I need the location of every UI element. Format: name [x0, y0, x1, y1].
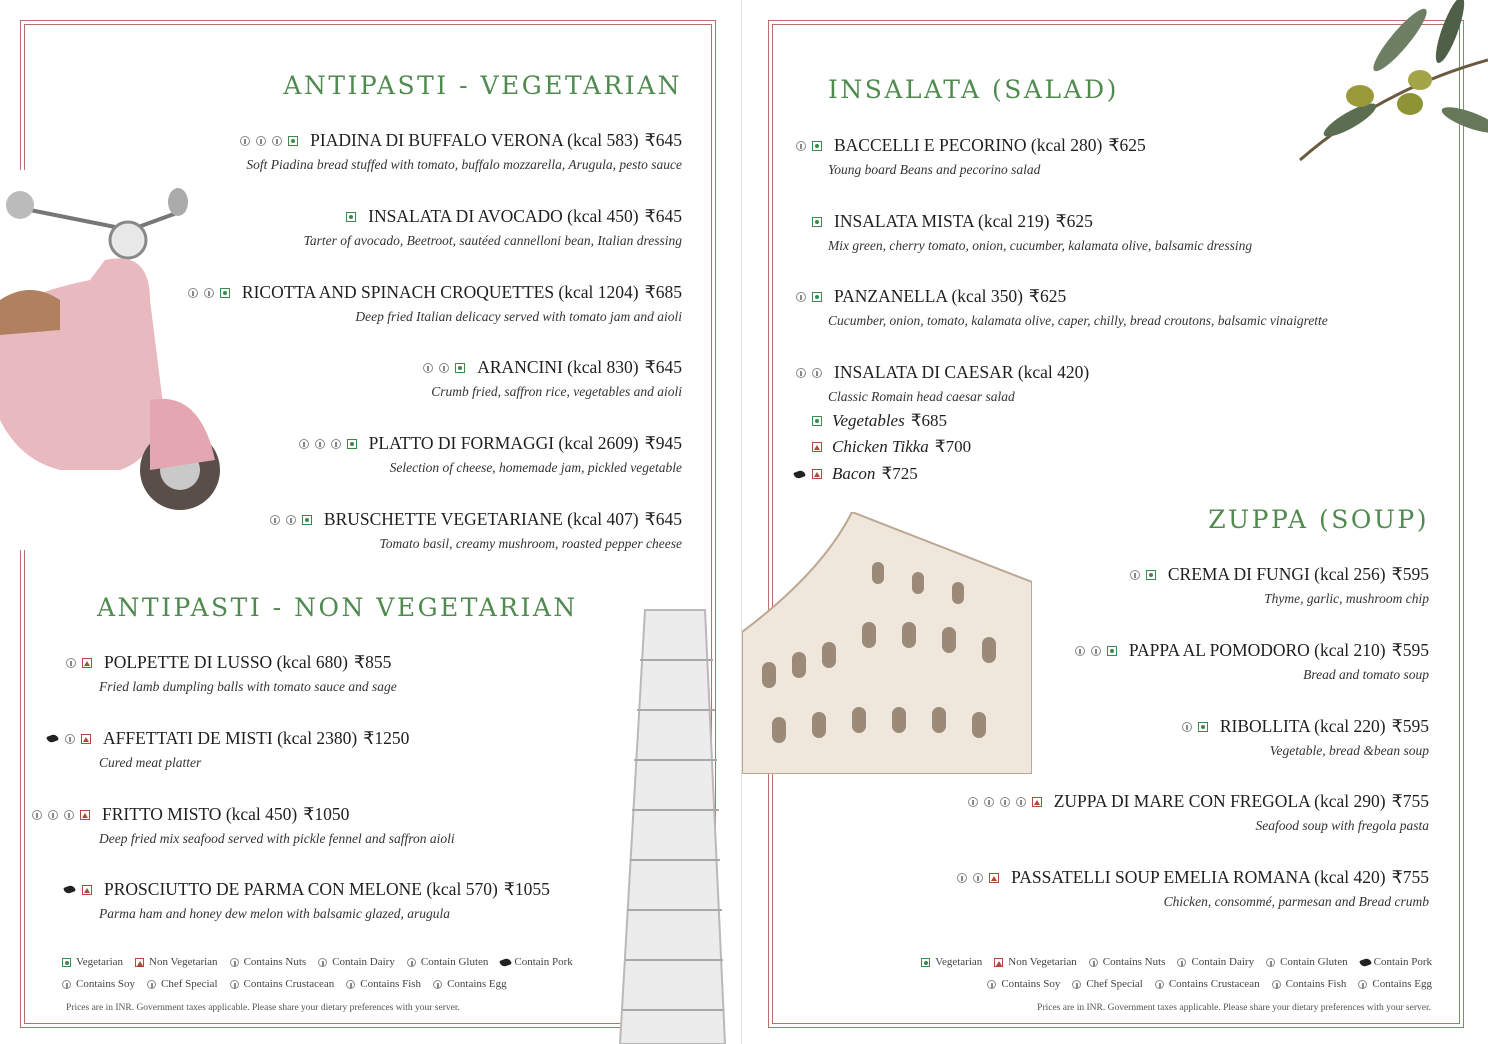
veg-icon: [62, 958, 71, 967]
dairy-icon: [423, 363, 433, 373]
item-description: Crumb fried, saffron rice, vegetables and aioli: [431, 384, 682, 399]
menu-item[interactable]: [240, 130, 682, 173]
item-name: ARANCINI (kcal 830): [477, 357, 639, 377]
fish-icon: [968, 797, 978, 807]
legend-label: Contains Fish: [360, 978, 422, 990]
soy-icon: [987, 980, 996, 989]
nuts-icon: [230, 958, 239, 967]
item-description: Tarter of avocado, Beetroot, sautéed cannelloni bean, Italian dressing: [303, 233, 682, 248]
menu-item[interactable]: [32, 804, 455, 847]
chef-special-icon: [147, 980, 156, 989]
item-name: INSALATA DI AVOCADO (kcal 450): [368, 206, 639, 226]
legend-label: Contains Soy: [1001, 978, 1061, 990]
nonveg-icon: [989, 873, 999, 883]
olive-branch-illustration: [1290, 0, 1488, 165]
price-footnote: Prices are in INR. Government taxes applicable. Please share your dietary preferences with your server.: [1037, 1003, 1431, 1013]
section-title-insalata: INSALATA (SALAD): [828, 75, 1119, 104]
nuts-icon: [1089, 958, 1098, 967]
item-description: Mix green, cherry tomato, onion, cucumber, kalamata olive, balsamic dressing: [828, 238, 1253, 253]
veg-icon: [812, 416, 822, 426]
item-price: ₹625: [1055, 211, 1093, 231]
legend-label: Contain Dairy: [1191, 956, 1255, 968]
item-price: ₹595: [1391, 716, 1429, 736]
scooter-illustration: [0, 170, 250, 550]
option-label: Bacon: [832, 464, 876, 483]
dairy-icon: [796, 368, 806, 378]
dairy-icon: [1182, 722, 1192, 732]
section-title-antipasti-veg: ANTIPASTI - VEGETARIAN: [283, 71, 682, 100]
caesar-option[interactable]: [812, 411, 947, 431]
dairy-icon: [188, 288, 198, 298]
gluten-icon: [796, 292, 806, 302]
nonveg-icon: [812, 469, 822, 479]
menu-item[interactable]: [957, 867, 1429, 910]
item-price: ₹625: [1028, 286, 1067, 306]
nonveg-icon: [81, 734, 91, 744]
veg-icon: [812, 292, 822, 302]
item-description: Thyme, garlic, mushroom chip: [1264, 591, 1429, 606]
section-title-antipasti-nonveg: ANTIPASTI - NON VEGETARIAN: [97, 593, 578, 622]
gluten-icon: [1075, 646, 1085, 656]
item-name: BACCELLI E PECORINO (kcal 280): [834, 135, 1103, 155]
egg-icon: [433, 980, 442, 989]
gluten-icon: [973, 873, 983, 883]
item-name: RICOTTA AND SPINACH CROQUETTES (kcal 1204): [241, 282, 639, 302]
legend-label: Contain Dairy: [332, 956, 395, 968]
item-description: Young board Beans and pecorino salad: [828, 162, 1041, 177]
crustacean-icon: [984, 797, 994, 807]
menu-item[interactable]: [47, 728, 409, 771]
chef-special-icon: [1072, 980, 1081, 989]
nuts-icon: [65, 734, 75, 744]
item-description: Seafood soup with fregola pasta: [1255, 818, 1429, 833]
legend-label: Contains Soy: [76, 978, 135, 990]
legend-label: Vegetarian: [76, 956, 124, 968]
dairy-icon: [1130, 570, 1140, 580]
pork-icon: [64, 885, 76, 894]
veg-icon: [1107, 646, 1117, 656]
legend-label: Contains Nuts: [1102, 956, 1166, 968]
pork-icon: [500, 958, 509, 967]
veg-icon: [220, 288, 230, 298]
pork-icon: [47, 734, 59, 743]
dairy-icon: [796, 141, 806, 151]
item-description: Classic Romain head caesar salad: [828, 389, 1015, 404]
crustacean-icon: [230, 980, 239, 989]
gluten-icon: [407, 958, 416, 967]
item-price: ₹595: [1391, 564, 1429, 584]
soy-icon: [62, 980, 71, 989]
dairy-icon: [270, 515, 280, 525]
item-price: ₹755: [1391, 791, 1429, 811]
dairy-icon: [957, 873, 967, 883]
caesar-option[interactable]: [794, 464, 918, 484]
item-description: Bread and tomato soup: [1303, 667, 1429, 682]
legend-label: Contains Crustacean: [1168, 978, 1260, 990]
item-name: INSALATA DI CAESAR (kcal 420): [834, 362, 1090, 382]
veg-icon: [346, 212, 356, 222]
gluten-icon: [64, 810, 74, 820]
legend-label: Contain Pork: [1373, 956, 1432, 968]
item-name: PASSATELLI SOUP EMELIA ROMANA (kcal 420): [1011, 867, 1386, 887]
veg-icon: [288, 136, 298, 146]
veg-icon: [921, 958, 930, 967]
item-name: PLATTO DI FORMAGGI (kcal 2609): [368, 433, 639, 453]
item-description: Parma ham and honey dew melon with balsamic glazed, arugula: [99, 906, 450, 921]
nonveg-icon: [80, 810, 90, 820]
veg-icon: [347, 439, 357, 449]
fish-icon: [48, 810, 58, 820]
allergen-legend: [62, 951, 573, 995]
veg-icon: [1146, 570, 1156, 580]
legend-label: Contains Egg: [447, 978, 507, 990]
dairy-icon: [1177, 958, 1186, 967]
nonveg-icon: [994, 958, 1003, 967]
menu-item[interactable]: [796, 362, 1095, 405]
menu-item[interactable]: [64, 879, 550, 922]
item-price: ₹645: [644, 357, 682, 377]
item-price: ₹1050: [303, 804, 350, 824]
option-price: ₹725: [881, 464, 918, 483]
menu-item[interactable]: [66, 652, 397, 695]
item-name: PAPPA AL POMODORO (kcal 210): [1128, 640, 1386, 660]
gluten-icon: [1266, 958, 1275, 967]
pork-icon: [794, 470, 806, 479]
item-description: Chicken, consommé, parmesan and Bread crumb: [1163, 894, 1429, 909]
item-description: Cucumber, onion, tomato, kalamata olive, caper, chilly, bread croutons, balsamic vinaigrette: [828, 313, 1328, 328]
item-name: INSALATA MISTA (kcal 219): [834, 211, 1050, 231]
menu-item[interactable]: [299, 433, 682, 476]
menu-item[interactable]: [270, 509, 682, 552]
dairy-icon: [1091, 646, 1101, 656]
legend-label: Contains Fish: [1285, 978, 1347, 990]
gluten-icon: [1016, 797, 1026, 807]
item-price: ₹945: [644, 433, 682, 453]
menu-item[interactable]: [796, 286, 1328, 329]
item-name: RIBOLLITA (kcal 220): [1219, 716, 1386, 736]
item-description: Soft Piadina bread stuffed with tomato, buffalo mozzarella, Arugula, pesto sauce: [246, 157, 682, 172]
legend-label: Chef Special: [1086, 978, 1143, 990]
legend-label: Contains Nuts: [243, 956, 307, 968]
item-description: Selection of cheese, homemade jam, pickled vegetable: [389, 460, 682, 475]
option-price: ₹700: [934, 437, 972, 456]
item-name: POLPETTE DI LUSSO (kcal 680): [104, 652, 349, 672]
gluten-icon: [812, 368, 822, 378]
menu-item[interactable]: [188, 282, 682, 325]
nonveg-icon: [82, 885, 92, 895]
nuts-icon: [299, 439, 309, 449]
veg-icon: [455, 363, 465, 373]
item-description: Fried lamb dumpling balls with tomato sauce and sage: [99, 679, 397, 694]
menu-item[interactable]: [812, 211, 1252, 254]
veg-icon: [812, 141, 822, 151]
legend-label: Contain Pork: [514, 956, 573, 968]
fish-icon: [1272, 980, 1281, 989]
option-price: ₹685: [910, 411, 948, 430]
leaning-tower-illustration: [605, 600, 745, 1044]
item-name: CREMA DI FUNGI (kcal 256): [1167, 564, 1386, 584]
legend-label: Contain Gluten: [420, 956, 489, 968]
option-label: Chicken Tikka: [832, 437, 929, 456]
legend-label: Chef Special: [160, 978, 218, 990]
caesar-option[interactable]: [812, 437, 971, 457]
item-price: ₹855: [354, 652, 392, 672]
menu-item[interactable]: [968, 791, 1429, 834]
dairy-icon: [315, 439, 325, 449]
crustacean-icon: [1155, 980, 1164, 989]
legend-label: Non Vegetarian: [149, 956, 218, 968]
veg-icon: [812, 217, 822, 227]
item-description: Deep fried mix seafood served with pickle fennel and saffron aioli: [99, 831, 455, 846]
egg-icon: [32, 810, 42, 820]
item-price: ₹625: [1108, 135, 1146, 155]
fish-icon: [346, 980, 355, 989]
gluten-icon: [272, 136, 282, 146]
legend-label: Non Vegetarian: [1008, 956, 1077, 968]
item-price: ₹595: [1391, 640, 1429, 660]
menu-item[interactable]: [1182, 716, 1429, 759]
price-footnote: Prices are in INR. Government taxes applicable. Please share your dietary preferences with your server.: [66, 1003, 460, 1013]
item-price: ₹685: [644, 282, 682, 302]
gluten-icon: [286, 515, 296, 525]
legend-label: Vegetarian: [935, 956, 983, 968]
menu-item[interactable]: [1130, 564, 1429, 607]
nonveg-icon: [82, 658, 92, 668]
colosseum-illustration: [742, 512, 1032, 774]
item-price: ₹1055: [503, 879, 550, 899]
item-description: Vegetable, bread &bean soup: [1269, 743, 1429, 758]
pork-icon: [1360, 958, 1369, 967]
item-name: AFFETTATI DE MISTI (kcal 2380): [103, 728, 358, 748]
menu-item[interactable]: [423, 357, 682, 400]
item-price: ₹645: [644, 130, 682, 150]
item-name: ZUPPA DI MARE CON FREGOLA (kcal 290): [1053, 791, 1386, 811]
allergen-legend: [921, 951, 1432, 995]
item-price: ₹645: [644, 509, 682, 529]
nuts-icon: [240, 136, 250, 146]
item-description: Tomato basil, creamy mushroom, roasted pepper cheese: [379, 536, 682, 551]
gluten-icon: [439, 363, 449, 373]
item-description: Deep fried Italian delicacy served with tomato jam and aioli: [355, 309, 682, 324]
dairy-icon: [318, 958, 327, 967]
dairy-icon: [1000, 797, 1010, 807]
legend-label: Contain Gluten: [1280, 956, 1348, 968]
legend-label: Contains Crustacean: [243, 978, 335, 990]
veg-icon: [302, 515, 312, 525]
legend-label: Contains Egg: [1372, 978, 1432, 990]
item-price: ₹645: [644, 206, 682, 226]
item-name: PANZANELLA (kcal 350): [834, 286, 1023, 306]
menu-item[interactable]: [304, 206, 682, 249]
gluten-icon: [66, 658, 76, 668]
veg-icon: [1198, 722, 1208, 732]
menu-item[interactable]: [1075, 640, 1429, 683]
nonveg-icon: [812, 442, 822, 452]
gluten-icon: [204, 288, 214, 298]
option-label: Vegetables: [832, 411, 905, 430]
nonveg-icon: [1032, 797, 1042, 807]
section-title-zuppa: ZUPPA (SOUP): [1208, 505, 1429, 534]
gluten-icon: [331, 439, 341, 449]
item-name: PIADINA DI BUFFALO VERONA (kcal 583): [310, 130, 639, 150]
egg-icon: [1358, 980, 1367, 989]
dairy-icon: [256, 136, 266, 146]
item-price: ₹1250: [363, 728, 410, 748]
item-price: ₹755: [1391, 867, 1429, 887]
item-description: Cured meat platter: [99, 755, 202, 770]
item-name: FRITTO MISTO (kcal 450): [102, 804, 298, 824]
item-name: PROSCIUTTO DE PARMA CON MELONE (kcal 570): [104, 879, 498, 899]
menu-item[interactable]: [796, 135, 1146, 178]
nonveg-icon: [135, 958, 144, 967]
item-name: BRUSCHETTE VEGETARIANE (kcal 407): [323, 509, 639, 529]
